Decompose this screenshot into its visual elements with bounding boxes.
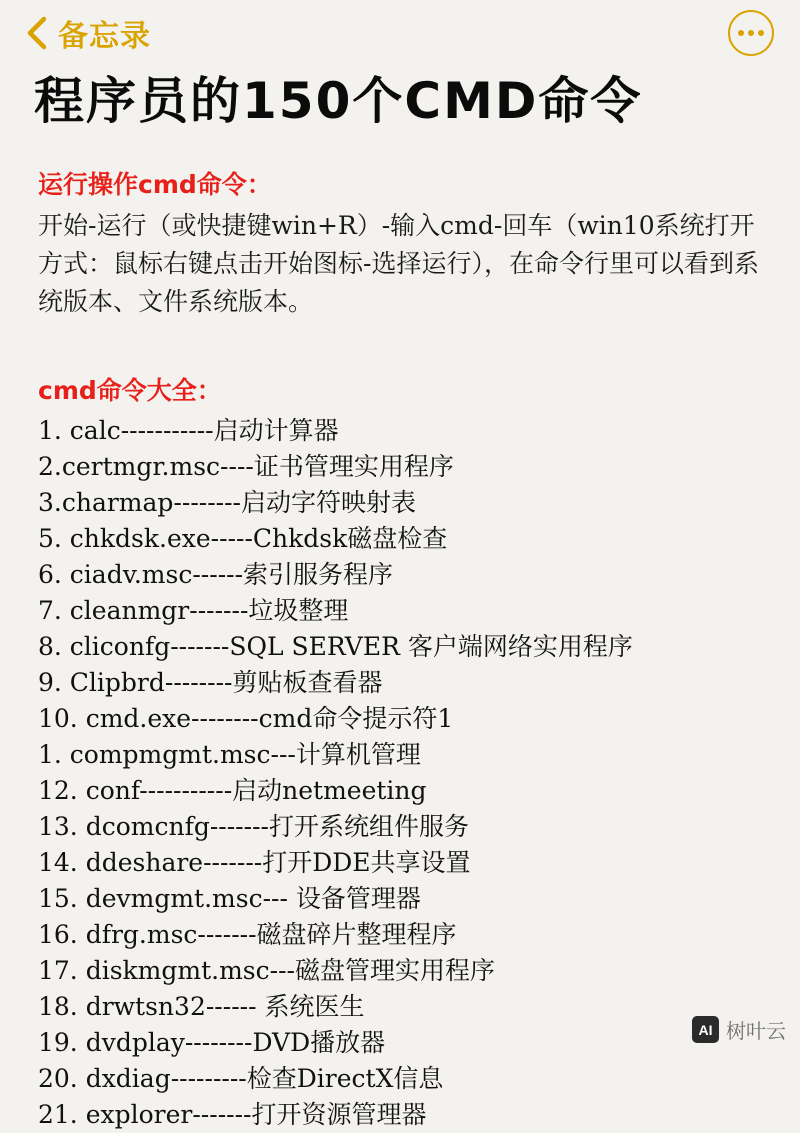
more-dot bbox=[748, 30, 754, 36]
list-item: 17. diskmgmt.msc---磁盘管理实用程序 bbox=[38, 955, 495, 985]
section-heading-command-list: cmd命令大全： bbox=[38, 375, 222, 405]
more-dot bbox=[738, 30, 744, 36]
list-item: 10. cmd.exe--------cmd命令提示符1 bbox=[38, 703, 454, 733]
nav-title: 备忘录 bbox=[58, 19, 151, 54]
page-title: 程序员的150个CMD命令 bbox=[34, 72, 643, 130]
list-item: 8. cliconfg-------SQL SERVER 客户端网络实用程序 bbox=[38, 631, 633, 661]
list-item: 7. cleanmgr-------垃圾整理 bbox=[38, 595, 349, 625]
list-item: 2.certmgr.msc----证书管理实用程序 bbox=[38, 451, 454, 481]
section-paragraph-run-command: 开始-运行（或快捷键win+R）-输入cmd-回车（win10系统打开方式：鼠标右键点击开始图标-选择运行），在命令行里可以看到系统版本、文件系统版本。 bbox=[38, 210, 759, 316]
list-item: 1. compmgmt.msc---计算机管理 bbox=[38, 739, 421, 769]
more-horizontal-icon[interactable] bbox=[728, 10, 774, 56]
navigation-bar bbox=[0, 0, 800, 66]
list-item: 20. dxdiag---------检查DirectX信息 bbox=[38, 1063, 444, 1093]
list-item: 15. devmgmt.msc--- 设备管理器 bbox=[38, 883, 421, 913]
list-item: 14. ddeshare-------打开DDE共享设置 bbox=[38, 847, 471, 877]
list-item: 5. chkdsk.exe-----Chkdsk磁盘检查 bbox=[38, 523, 448, 553]
list-item: 18. drwtsn32------ 系统医生 bbox=[38, 991, 365, 1021]
list-item: 12. conf-----------启动netmeeting bbox=[38, 775, 427, 805]
list-item: 13. dcomcnfg-------打开系统组件服务 bbox=[38, 811, 469, 841]
command-list bbox=[38, 413, 776, 1133]
ai-badge-icon: AI bbox=[692, 1016, 719, 1043]
note-body bbox=[0, 143, 800, 1133]
section-heading-run-command: 运行操作cmd命令： bbox=[38, 169, 272, 199]
list-item: 16. dfrg.msc-------磁盘碎片整理程序 bbox=[38, 919, 457, 949]
list-item: 1. calc-----------启动计算器 bbox=[38, 415, 339, 445]
list-item: 21. explorer-------打开资源管理器 bbox=[38, 1099, 427, 1129]
list-item: 19. dvdplay--------DVD播放器 bbox=[38, 1027, 386, 1057]
list-item: 9. Clipbrd--------剪贴板查看器 bbox=[38, 667, 383, 697]
list-item: 3.charmap--------启动字符映射表 bbox=[38, 487, 417, 517]
more-dot bbox=[758, 30, 764, 36]
list-item: 6. ciadv.msc------索引服务程序 bbox=[38, 559, 394, 589]
watermark bbox=[692, 1015, 786, 1044]
chevron-left-icon[interactable] bbox=[24, 15, 50, 51]
section-spacer bbox=[38, 331, 776, 357]
watermark-label: 树叶云 bbox=[726, 1019, 786, 1043]
